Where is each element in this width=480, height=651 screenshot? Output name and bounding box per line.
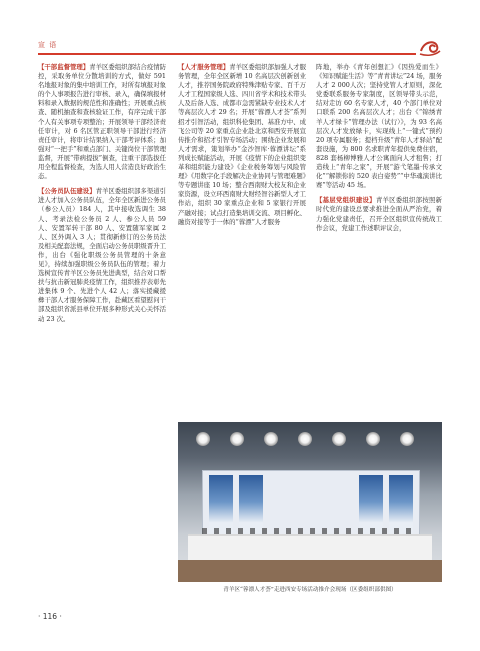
page-number: · 116 ·: [38, 612, 62, 621]
heading-grassroots-party: 【基层党组织建设】: [316, 196, 376, 205]
header-rule: [38, 53, 416, 55]
event-photo: [178, 422, 442, 582]
text-talent-service: 青羊区委组织部加强人才服务管理，全年全区新增 10 名高层次创新创业人才，推荐国务院政府特殊津贴专家、百千万人才工程国家级人选、四川省学术和技术带头人及后备人选、成都市急需紧缺专业技术人才等高层次人才 29 名；开展“蓉漂人才荟”系列招才引智活动，组织科伦集团、基准方中、成飞公司等 20 家重点企业赴北京和西安开展宣传推介和招才引智专场活动；围绕企业发展和人才需求，策划举办“金沙智库·蓉漂讲坛”系列成长赋能活动，开展《疫情下的企业组织变革和组织能力建设》《企业税务筹划与风险管理》《用数字化手段解决企业协同与管理难题》等专题讲座 10 场；整合西南财大校友和企业家资源，设立环西南财大财经智谷新型人才工作站，组织 30 家重点企业和 5 家银行开展产融对接；试点打造集培训交流、项目孵化、融资对接等于一体的“蓉漂”人才服务: [178, 63, 307, 226]
heading-cadre-supervision: 【干部监督管理】: [38, 63, 90, 71]
stage-light-icon: [298, 432, 312, 446]
paragraph-cadre-supervision: [38, 63, 166, 181]
stage-light-icon: [196, 432, 210, 446]
column-middle: [178, 63, 306, 233]
text-civil-servants: 青羊区委组织部多渠道引进人才加入公务员队伍，全年全区新进公务员（参公人员）184 人，其中接收选调生 38 人、考录法检公务员 2 人、参公人员 59 人、安置军转干部 80 人、安置随军家属 2 人、区外调入 3 人；贯彻新修订的公务员法及相关配套法规，全面启动公务员职级晋升工作，出台《强化职级公务员管理的十条意见》，持续加强职级公务员队伍的管理；着力选树宣传青羊区公务员先进典型，结合对口帮扶与抗击新冠肺炎疫情工作，组织推荐表彰先进集体 9 个、先进个人 42 人；落实援藏援彝干部人才服务保障工作，赴藏区看望慰问干部及组织省派县单位开展多种形式关心关怀活动 23 次。: [38, 187, 167, 323]
floor: [178, 560, 442, 582]
heading-civil-servants: 【公务员队伍建设】: [38, 187, 96, 196]
stage-light-icon: [264, 432, 278, 446]
stage-light-icon: [400, 432, 414, 446]
stage-light-icon: [366, 432, 380, 446]
paragraph-civil-servants: [38, 187, 166, 323]
paragraph-grassroots-party: [316, 196, 442, 232]
text-cadre-supervision: 青羊区委组织部结合疫情防控，采取务单位分散培训的方式，做好 591 名地报对象的集中培训工作，对所有填报对象的个人事项报告进行审核、录入，确保填报材料和录入数据的规范性和准确性；开展重点核查、随机抽查和查核验证工作，有序完成干部个人有关事项专项整治；开展领导干部经济责任审计，对 6 名区管正职领导干部进行经济责任审计，将审计结果纳入干部考评体系；加强对“一把手”和重点部门、关键岗位干部管理监督，开展“带病提拔”倒查，注重干部选拔任用全程监督检查，为选人用人营造良好政治生态。: [38, 63, 167, 181]
section-label: 宣 语: [38, 41, 58, 49]
conference-table: [188, 534, 432, 562]
paragraph-talent-service-continued: 阵地，举办《青年创想汇》《因热爱而生》《知识赋能生活》等“青青讲坛”24 场，服务人才 2 000人次；坚持党管人才原则，深化党委联系服务专家制度，区领导带头示范，结对走访 60 名专家人才，40 个部门单位对口联系 200 名高层次人才；出台《“锦绣青羊人才绿卡”管理办法（试行）》，为 93 名高层次人才发放绿卡，实现线上“一键式”预约 20 项专属服务；提档升级“青年人才驿站”配套设施，为 800 名求职青年提供免费住宿，828 套杨柳博雅人才公寓面向人才租售；打造线上“青年之家”，开展“游弋笔墨·传承文化”“解锁你的 520 表白姿势”“中华魂演讲比赛”等活动 45 场。: [316, 63, 442, 190]
photo-caption: 青羊区“蓉漂人才荟”走进西安专场活动推介会现场（区委组织部供图）: [223, 587, 397, 593]
column-right: [316, 63, 442, 239]
stage-light-icon: [332, 432, 346, 446]
column-left: [38, 63, 166, 330]
page-header: [38, 36, 442, 58]
text-grassroots-party: 青羊区委组织部按照新时代党的建设总要求推进全面从严治党，着力强化党建责任，召开全区组织宣传统战工作会议，党建工作述职评议会，: [316, 196, 443, 232]
paragraph-talent-service: [178, 63, 306, 227]
heading-talent-service: 【人才服务管理】: [178, 63, 230, 71]
stage-light-icon: [230, 432, 244, 446]
swirl-logo-icon: [418, 36, 442, 58]
